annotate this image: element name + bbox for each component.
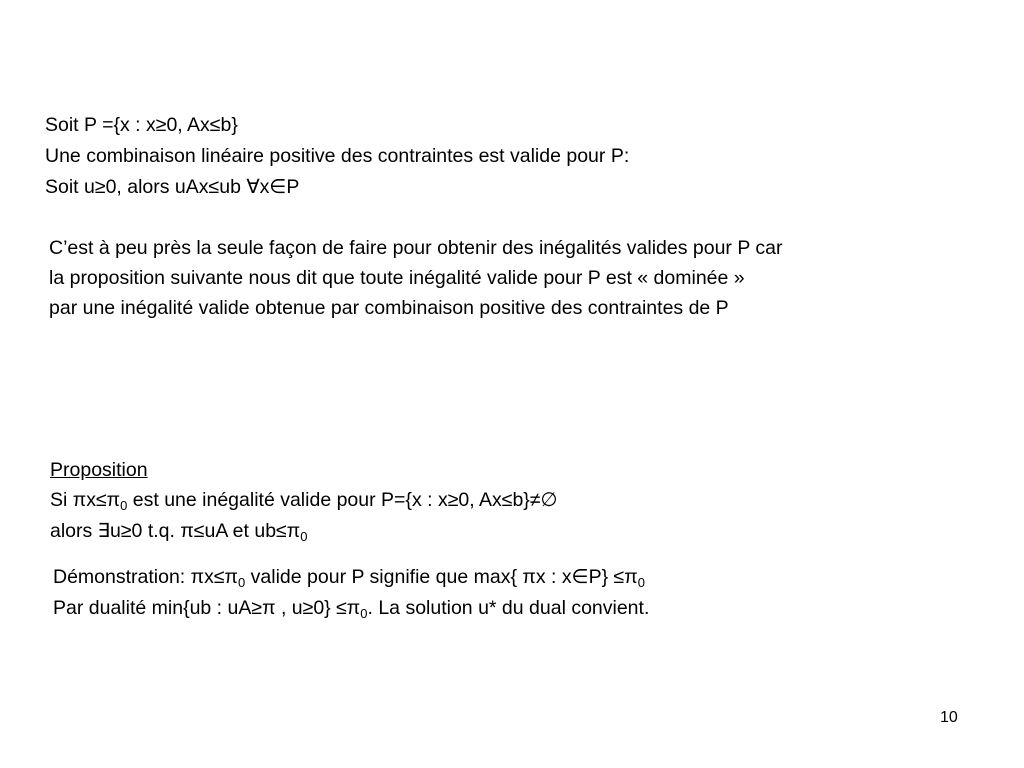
- subscript: 0: [360, 606, 368, 621]
- subscript: 0: [300, 529, 308, 544]
- intro-line-3: Soit u≥0, alors uAx≤ub ∀x∈P: [45, 176, 300, 198]
- subscript: 0: [120, 498, 128, 513]
- subscript: 0: [238, 575, 246, 590]
- slide-number: 10: [940, 709, 958, 726]
- proposition-line-2: [50, 520, 307, 542]
- remark-line-3: par une inégalité valide obtenue par combinaison positive des contraintes de P: [49, 297, 729, 319]
- intro-line-2: Une combinaison linéaire positive des contraintes est valide pour P:: [45, 145, 630, 167]
- proposition-title: Proposition: [50, 459, 148, 481]
- demonstration-line-1-start: Démonstration: πx≤π: [53, 566, 239, 588]
- intro-line-1: Soit P ={x : x≥0, Ax≤b}: [45, 114, 238, 136]
- proposition-line-2-start: alors ∃u≥0 t.q. π≤uA et ub≤π: [50, 520, 301, 542]
- demonstration-line-2: [53, 597, 649, 619]
- demonstration-line-1-middle: valide pour P signifie que max{ πx : x∈P} ≤π: [245, 566, 638, 588]
- demonstration-line-1: [53, 566, 645, 588]
- remark-line-1: C’est à peu près la seule façon de faire pour obtenir des inégalités valides pour P car: [49, 237, 783, 259]
- proposition-line-1-end: est une inégalité valide pour P={x : x≥0, Ax≤b}≠∅: [127, 489, 558, 511]
- subscript: 0: [637, 575, 645, 590]
- proposition-line-1: [50, 489, 558, 511]
- demonstration-line-2-start: Par dualité min{ub : uA≥π , u≥0} ≤π: [53, 597, 361, 619]
- proposition-line-1-start: Si πx≤π: [50, 489, 121, 511]
- remark-line-2: la proposition suivante nous dit que toute inégalité valide pour P est « dominée »: [49, 267, 745, 289]
- demonstration-line-2-end: . La solution u* du dual convient.: [367, 597, 650, 619]
